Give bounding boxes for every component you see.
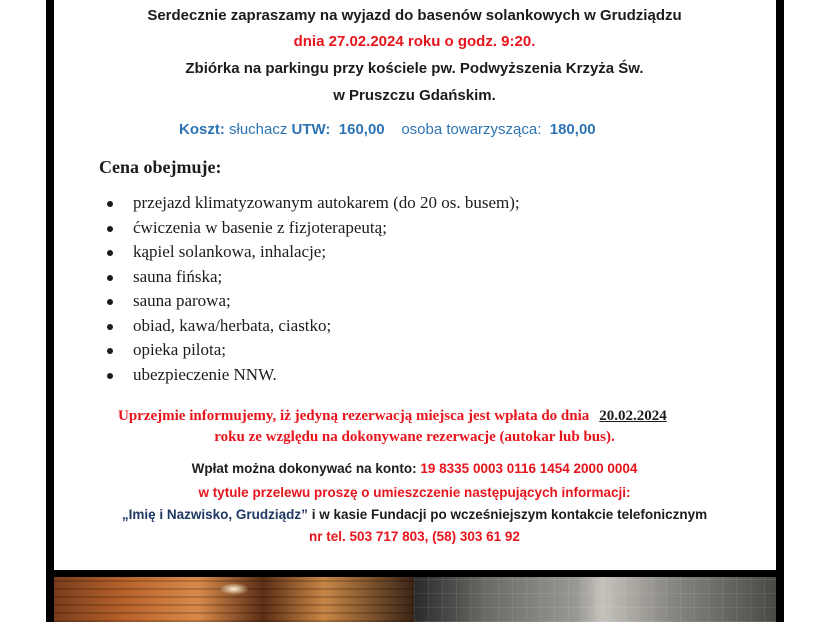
invitation-heading: Serdecznie zapraszamy na wyjazd do basenów solankowych w Grudziądzu (147, 7, 682, 24)
list-item: przejazd klimatyzowanym autokarem (do 20 os. busem); (106, 191, 520, 216)
list-item: sauna parowa; (106, 289, 520, 314)
meeting-point: Zbiórka na parkingu przy kościele pw. Podwyższenia Krzyża Św. (185, 60, 644, 77)
reservation-notice (118, 408, 667, 425)
sauna-photo (54, 577, 414, 622)
reservation-notice-continued: roku ze względu na dokonywane rezerwacje (autokar lub bus). (214, 429, 615, 445)
ceiling-lamp (219, 583, 249, 595)
list-item: kąpiel solankowa, inhalacje; (106, 240, 520, 265)
list-item: sauna fińska; (106, 265, 520, 290)
account-line (0, 461, 829, 476)
utw-price: 160,00 (338, 121, 385, 138)
companion-label: osoba towarzysząca: (401, 121, 542, 138)
price-includes-title: Cena obejmuje: (99, 157, 222, 177)
companion-price: 180,00 (549, 121, 596, 138)
steam-room-photo (414, 577, 776, 622)
event-date: dnia 27.02.2024 roku o godz. 9:20. (293, 33, 536, 50)
tile-texture (414, 577, 776, 622)
frame-bottom-border (46, 570, 784, 577)
cost-label: Koszt: (179, 121, 225, 138)
utw-label: UTW: (291, 121, 331, 138)
transfer-title-instruction: w tytule przelewu proszę o umieszczenie następujących informacji: (198, 485, 631, 500)
payment-deadline: 20.02.2024 (599, 408, 667, 424)
cashier-text: i w kasie Fundacji po wcześniejszym kontakcie telefonicznym (311, 507, 708, 522)
transfer-title-example: „Imię i Nazwisko, Grudziądz” (121, 507, 308, 522)
list-item: ćwiczenia w basenie z fizjoterapeutą; (106, 216, 520, 241)
list-item: obiad, kawa/herbata, ciastko; (106, 314, 520, 339)
transfer-title-line (0, 507, 829, 522)
reservation-notice-text: Uprzejmie informujemy, iż jedyną rezerwacją miejsca jest wpłata do dnia (118, 408, 590, 424)
list-item: opieka pilota; (106, 338, 520, 363)
account-number: 19 8335 0003 0116 1454 2000 0004 (420, 461, 638, 476)
meeting-town: w Pruszczu Gdańskim. (333, 87, 496, 104)
cost-line (179, 121, 596, 138)
listener-label: słuchacz (229, 121, 288, 138)
included-items-list (106, 191, 520, 387)
account-label: Wpłat można dokonywać na konto: (191, 461, 417, 476)
phone-numbers: nr tel. 503 717 803, (58) 303 61 92 (309, 529, 520, 544)
list-item: ubezpieczenie NNW. (106, 363, 520, 388)
